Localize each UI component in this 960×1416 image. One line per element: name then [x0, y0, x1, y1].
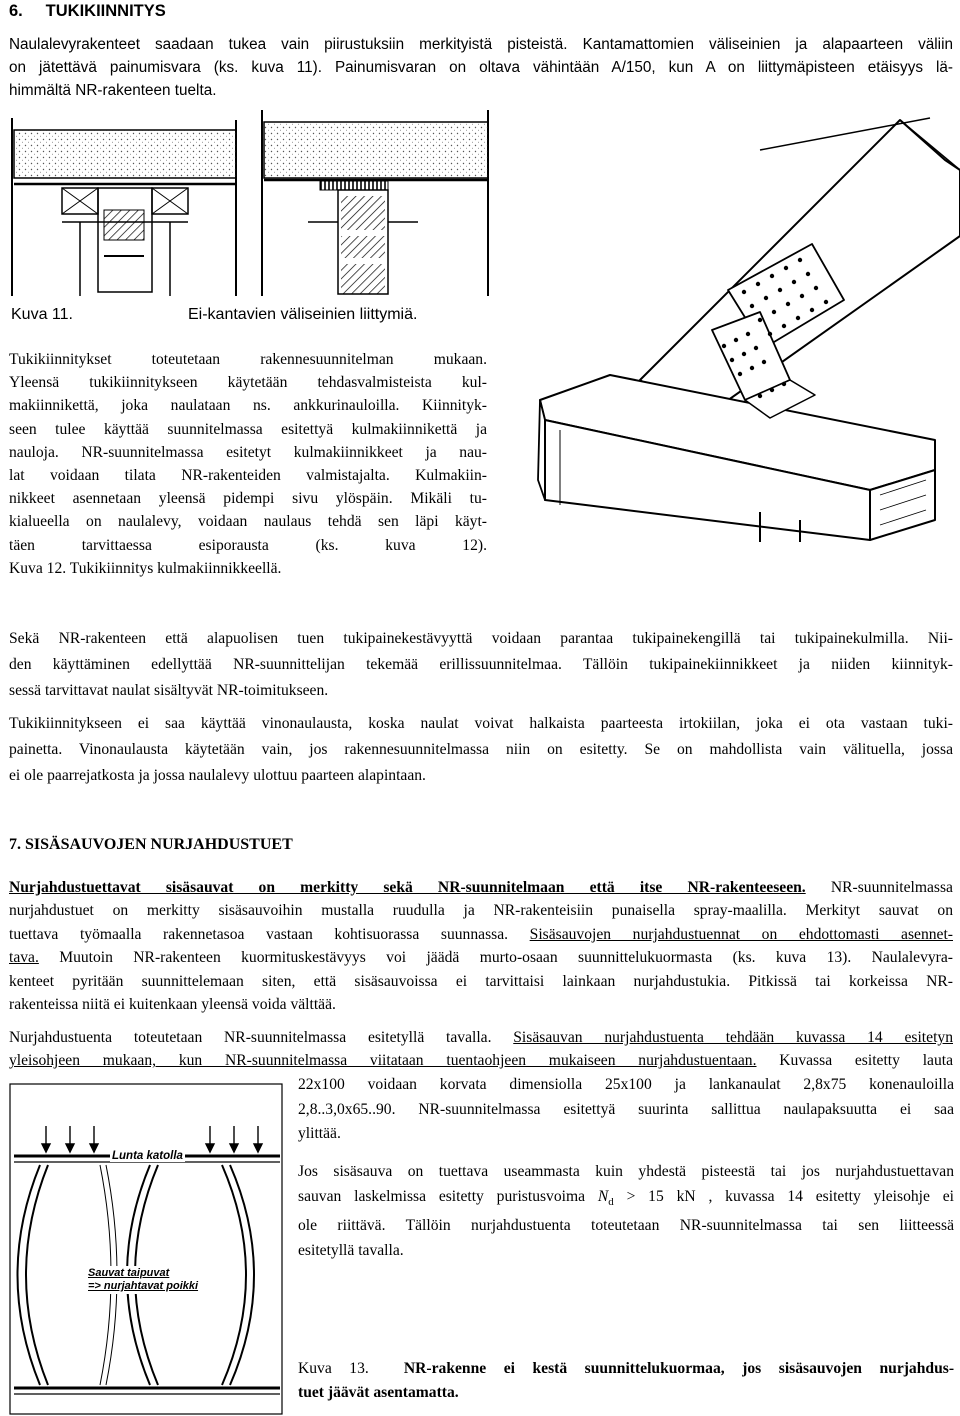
- paragraph-text: Muutoin NR-rakenteen kuormituskestävyys voi jäädä murto-osaan suunnittelukuormasta (ks. kuva 13). Naulalevyra-: [38, 949, 953, 967]
- column-line: kialueella on naulalevy, voidaan naulaus tehdä sen läpi käyt-: [9, 513, 487, 531]
- intro-line: himmältä NR-rakenteen tuelta.: [9, 82, 217, 99]
- column-line: Tukikiinnitykset toteutetaan rakennesuunnitelman mukaan.: [9, 351, 487, 368]
- emphasis-underlined: yleisohjeen mukaan, kun NR-suunnitelmassa viitataan tuentaohjeen mukaiseen nurjahdustuentaan.: [9, 1052, 757, 1070]
- column-line: Yleensä tukikiinnitykseen käytetään tehdasvalmisteista kul-: [9, 374, 487, 392]
- paragraph-line: Sekä NR-rakenteen että alapuolisen tuen tukipainekestävyyttä voidaan parantaa tukipainekengillä tai tukipainekulmilla. Nii-: [9, 630, 953, 647]
- paragraph-line: ole riittävä. Tällöin nurjahdustuenta toteutetaan NR-suunnitelmassa tai sen liitteessä: [298, 1217, 954, 1235]
- paragraph-line: 22x100 voidaan korvata dimensiolla 25x100 ja lankanaulat 2,8x75 konenauloilla: [298, 1076, 954, 1093]
- figure-11-label: Kuva 11.: [11, 306, 73, 323]
- column-line: nauloja. NR-suunnitelmassa esitetyt kulmakiinnikkeet ja nau-: [9, 443, 487, 461]
- paragraph-line: nurjahdustuet on merkitty sisäsauvoihin mustalla ruudulla ja NR-rakenteisiin punaisella spray-maalilla. Merkityt sauvat on: [9, 902, 953, 920]
- paragraph-line: kenteet pyritään suunnittelemaan siten, että sisäsauvoissa ei tarvittaisi lainkaan nurjahdustukia. Pitkissä tai korkeissa NR-: [9, 972, 953, 990]
- figure-13-snow-label: Lunta katolla: [112, 1150, 183, 1162]
- figure-13-caption: [298, 1357, 954, 1404]
- paragraph-line: ei ole paarrejatkosta ja jossa naulalevy ulottuu paarteen alapintaan.: [9, 766, 426, 784]
- emphasis-underlined: Sisäsauvan nurjahdustuenta tehdään kuvassa 14 esitetyn: [513, 1029, 953, 1046]
- emphasis-underlined: Sisäsauvojen nurjahdustuennat on ehdottomasti asennet-: [529, 925, 953, 943]
- paragraph-line: den käyttäminen edellyttää NR-suunnittelijan tekemää erillissuunnitelmaa. Tällöin tukipainekiinnikkeet ja niiden kiinnityk-: [9, 655, 953, 673]
- paragraph-line: painetta. Vinonaulausta käytetään vain, jos rakennesuunnitelmassa niin on esitetty. Se on mahdollista vain välituella, jossa: [9, 740, 953, 758]
- intro-line: on jätettävä painumisvara (ks. kuva 11). Painumisvaran on oltava vähintään A/150, kun A on liittymäpisteen etäisyys lä-: [9, 59, 953, 76]
- figure-13-note-line: Sauvat taipuvat: [88, 1267, 170, 1279]
- figure-13-label: Kuva 13.: [298, 1360, 369, 1377]
- caption-text: NR-rakenne ei kestä suunnittelukuormaa, jos sisäsauvojen nurjahdus-: [403, 1360, 955, 1377]
- figure-13-buckle-note: [85, 1266, 201, 1294]
- symbol-N: N: [597, 1187, 609, 1205]
- column-line: lat voidaan tilata NR-rakenteiden valmistajalta. Kulmakiin-: [9, 467, 487, 485]
- intro-line: Naulalevyrakenteet saadaan tukea vain piirustuksiin merkityistä pisteistä. Kantamattomien väliseinien ja alapaarteen väliin: [9, 36, 953, 53]
- paragraph-line: rakenteissa niitä ei kuitenkaan yleensä voida välttää.: [9, 996, 336, 1014]
- caption-line: tuet jäävät asentamatta.: [298, 1383, 459, 1401]
- paragraph-line: 2,8..3,0x65..90. NR-suunnitelmassa esitettyä suurinta sallittua naulapaksuutta ei saa: [298, 1100, 954, 1118]
- column-line: nikkeet asennetaan yleensä pidempi sivu ylöspäin. Mikäli tu-: [9, 490, 487, 508]
- caption-line: [298, 1357, 954, 1381]
- paragraph-text: Kuvassa esitetty lauta: [756, 1052, 954, 1070]
- paragraph-text: sauvan laskelmissa esitetty puristusvoima: [298, 1187, 598, 1205]
- emphasis-underlined: Nurjahdustuettavat sisäsauvat on merkitty sekä NR-suunnitelmaan että itse NR-rakenteeseen.: [9, 879, 806, 896]
- paragraph-text: tuettava työmaalla rakennetasoa vastaan kohtisuorassa suunnassa.: [9, 925, 530, 943]
- paragraph-line: ylittää.: [298, 1125, 341, 1142]
- figure-11-caption: Ei-kantavien väliseinien liittymiä.: [188, 306, 418, 323]
- figure-13-note-line: => nurjahtavat poikki: [88, 1280, 199, 1292]
- paragraph-line: Tukikiinnitykseen ei saa käyttää vinonaulausta, koska naulat voivat halkaista paarteesta irtokiilan, joka ei ota vastaan tuki-: [9, 715, 953, 732]
- section-7-heading: 7. SISÄSAUVOJEN NURJAHDUSTUET: [9, 836, 293, 853]
- emphasis-underlined: tava.: [9, 949, 39, 967]
- paragraph-text: NR-suunnitelmassa: [805, 879, 953, 896]
- figure-12-caption: Kuva 12. Tukikiinnitys kulmakiinnikkeellä.: [9, 559, 282, 577]
- paragraph-line: sessä tarvittavat naulat sisältyvät NR-toimitukseen.: [9, 681, 329, 699]
- column-line: seen tulee käyttää suunnitelmassa esitettyä kulmakiinnikettä ja: [9, 420, 487, 438]
- paragraph-line: esitetyllä tavalla.: [298, 1241, 404, 1259]
- column-line: makiinnikettä, joka naulataan ns. ankkurinauloilla. Kiinnityk-: [9, 397, 487, 415]
- paragraph-line: Jos sisäsauva on tuettava useammasta kuin yhdestä pisteestä tai jos nurjahdustuettavan: [298, 1163, 954, 1180]
- paragraph-text: Nurjahdustuenta toteutetaan NR-suunnitelmassa esitetyllä tavalla.: [9, 1029, 514, 1046]
- column-line: täen tarvittaessa esiporausta (ks. kuva 12).: [9, 536, 487, 554]
- section-6-heading: 6. TUKIKIINNITYS: [9, 2, 166, 20]
- symbol-subscript: d: [608, 1195, 614, 1208]
- paragraph-text: > 15 kN , kuvassa 14 esitetty yleisohje ei: [613, 1187, 954, 1205]
